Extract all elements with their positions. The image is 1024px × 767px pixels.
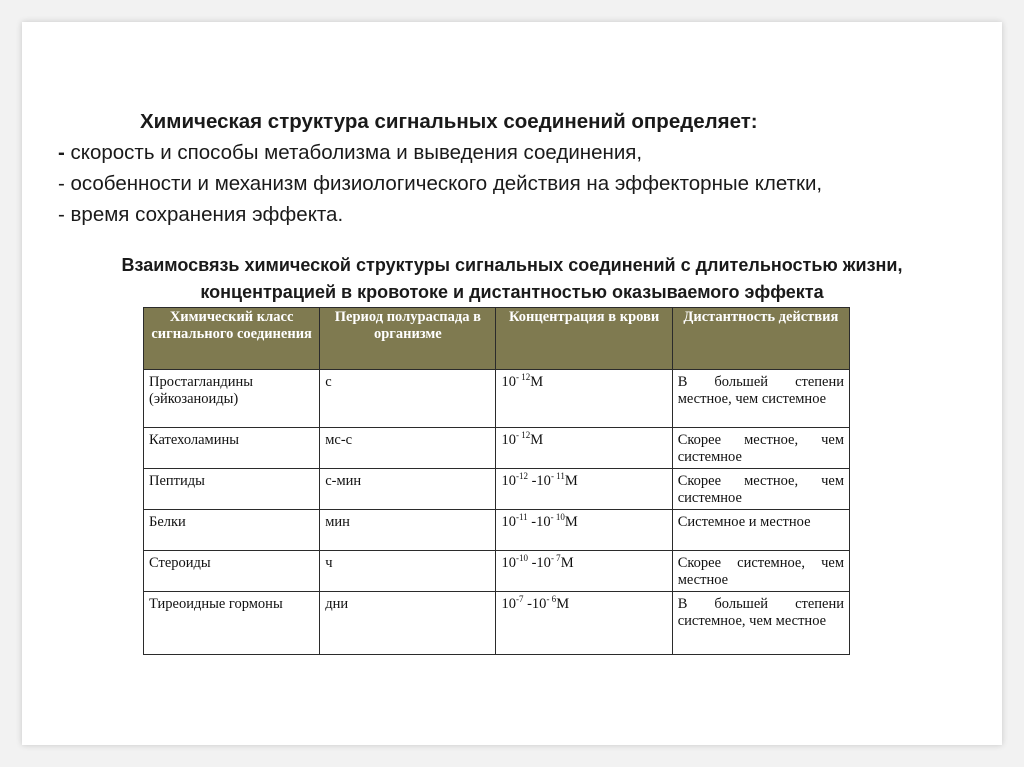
bullet-marker: - <box>58 141 65 164</box>
conc-unit: М <box>530 432 544 448</box>
table-title-line: концентрацией в кровотоке и дистантностью оказываемого эффекта <box>200 282 824 302</box>
conc-base: -10 <box>527 555 551 571</box>
cell-effect: Скорее местное, чем системное <box>672 469 849 510</box>
cell-effect: В большей степени системное, чем местное <box>672 592 849 655</box>
conc-base: 10 <box>501 596 516 612</box>
cell-halflife: с-мин <box>320 469 496 510</box>
cell-class: Стероиды <box>144 551 320 592</box>
conc-base: -10 <box>527 514 551 530</box>
header-class: Химический класс сигнального соединения <box>144 308 320 370</box>
conc-exp: - 10 <box>550 512 565 523</box>
cell-class: Простагландины (эйкозаноиды) <box>144 370 320 428</box>
table-row <box>144 510 850 551</box>
header-distance: Дистантность действия <box>672 308 849 370</box>
conc-exp: - 12 <box>515 430 531 441</box>
cell-concentration <box>496 428 672 469</box>
cell-effect: Скорее местное, чем системное <box>672 428 849 469</box>
cell-halflife: мс-с <box>320 428 496 469</box>
cell-halflife: с <box>320 370 496 428</box>
bullet-text: время сохранения эффекта. <box>64 203 344 226</box>
intro-bullet <box>58 137 978 168</box>
table-header-row <box>144 308 850 370</box>
header-concentration: Концентрация в крови <box>496 308 672 370</box>
conc-unit: М <box>564 514 578 530</box>
cell-concentration <box>496 592 672 655</box>
conc-base: -10 <box>523 596 547 612</box>
cell-class: Пептиды <box>144 469 320 510</box>
bullet-marker: - <box>58 172 65 195</box>
intro-block <box>58 106 978 230</box>
conc-base: 10 <box>501 432 516 448</box>
conc-exp: -12 <box>515 471 528 482</box>
table-row <box>144 428 850 469</box>
cell-effect: В большей степени местное, чем системное <box>672 370 849 428</box>
conc-exp: - 7 <box>550 553 561 564</box>
table-row <box>144 469 850 510</box>
cell-concentration <box>496 551 672 592</box>
conc-base: 10 <box>501 473 516 489</box>
conc-exp: - 6 <box>546 594 557 605</box>
cell-effect: Системное и местное <box>672 510 849 551</box>
bullet-text: скорость и способы метаболизма и выведения соединения, <box>64 141 643 164</box>
table-row <box>144 370 850 428</box>
signal-compounds-table <box>143 307 850 655</box>
cell-concentration <box>496 469 672 510</box>
cell-halflife: дни <box>320 592 496 655</box>
conc-base: 10 <box>501 514 516 530</box>
conc-unit: М <box>560 555 574 571</box>
cell-class: Тиреоидные гормоны <box>144 592 320 655</box>
table-title <box>22 252 1002 306</box>
conc-exp: -11 <box>515 512 528 523</box>
cell-class: Белки <box>144 510 320 551</box>
cell-concentration <box>496 370 672 428</box>
conc-exp: -10 <box>515 553 528 564</box>
cell-effect: Скорее системное, чем местное <box>672 551 849 592</box>
header-halflife: Период полураспада в организме <box>320 308 496 370</box>
table-row <box>144 551 850 592</box>
cell-halflife: мин <box>320 510 496 551</box>
cell-concentration <box>496 510 672 551</box>
conc-unit: М <box>530 374 544 390</box>
bullet-text: особенности и механизм физиологического действия на эффекторные клетки, <box>64 172 823 195</box>
bullet-marker: - <box>58 203 65 226</box>
conc-unit: М <box>556 596 570 612</box>
conc-base: 10 <box>501 374 516 390</box>
intro-bullet <box>58 199 978 230</box>
slide <box>22 22 1002 745</box>
intro-bullet <box>58 168 978 199</box>
conc-exp: -7 <box>515 594 524 605</box>
table-title-line: Взаимосвязь химической структуры сигнальных соединений с длительностью жизни, <box>121 255 903 275</box>
conc-base: -10 <box>527 473 551 489</box>
conc-exp: - 11 <box>550 471 565 482</box>
conc-base: 10 <box>501 555 516 571</box>
cell-class: Катехоламины <box>144 428 320 469</box>
intro-heading: Химическая структура сигнальных соединений определяет: <box>140 110 758 133</box>
conc-exp: - 12 <box>515 372 531 383</box>
table-row <box>144 592 850 655</box>
conc-unit: М <box>564 473 578 489</box>
cell-halflife: ч <box>320 551 496 592</box>
